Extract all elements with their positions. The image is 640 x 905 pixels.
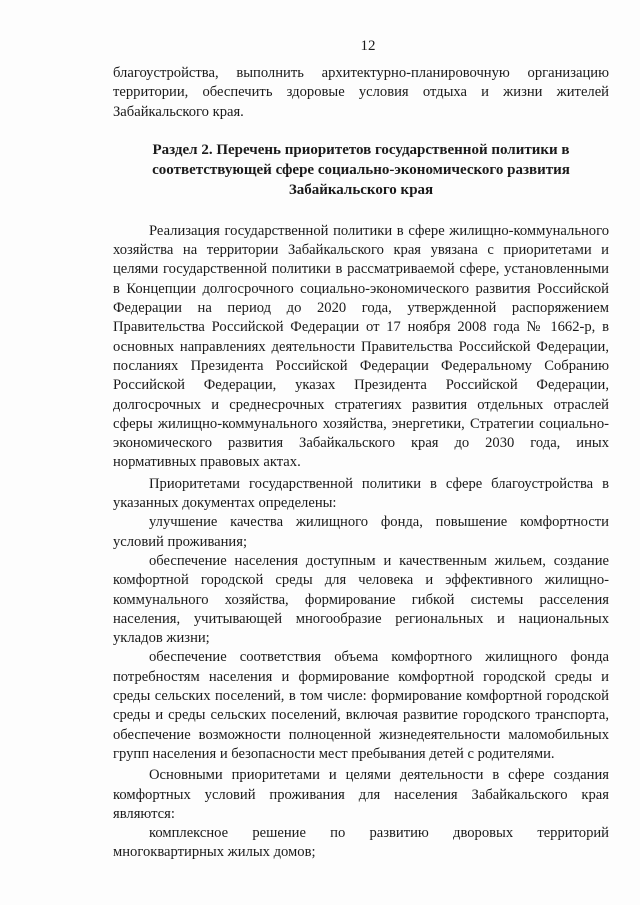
body-paragraph: Основными приоритетами и целями деятельности в сфере создания комфортных условий проживания для населения Забайкальского края являются: [113,767,609,822]
document-body [113,64,609,863]
intro-paragraph: благоустройства, выполнить архитектурно-планировочную организацию территории, обеспечить здоровые условия отдыха и жизни жителей Забайкальского края. [113,65,609,120]
page-number: 12 [360,38,376,54]
list-item: комплексное решение по развитию дворовых территорий многоквартирных жилых домов; [113,825,609,861]
list-item: улучшение качества жилищного фонда, повышение комфортности условий проживания; [113,514,609,550]
list-item: обеспечение населения доступным и качественным жильем, создание комфортной городской среды для человека и эффективного жилищно-коммунального хозяйства, формирование гибкой системы расселения населения, учитывающей многообразие региональных и национальных укладов жизни; [113,552,609,647]
list-item: обеспечение соответствия объема комфортного жилищного фонда потребностям населения и формирование комфортной городской среды и среды сельских поселений, в том числе: формирование комфортной городской среды и среды сельских поселений, включая развитие городского транспорта, обеспечение возможности полноценной жизнедеятельности маломобильных групп населения и безопасности мест пребывания детей с родителями. [113,649,609,762]
body-paragraph: Приоритетами государственной политики в сфере благоустройства в указанных документах определены: [113,475,609,512]
body-paragraph: Реализация государственной политики в сфере жилищно-коммунального хозяйства на территории Забайкальского края увязана с приоритетами и целями государственной политики в рассматриваемой сфере, установленными в Концепции долгосрочного социально-экономического развития Российской Федерации на период до 2020 года, утвержденной распоряжением Правительства Российской Федерации от 17 ноября 2008 года № 1662-р, в основных направлениях деятельности Правительства Российской Федерации, посланиях Президента Российской Федерации Федеральному Собранию Российской Федерации, указах Президента Российской Федерации, долгосрочных и среднесрочных стратегиях развития отдельных отраслей сферы жилищно-коммунального хозяйства, энергетики, Стратегии социально-экономического развития Забайкальского края до 2030 года, иных нормативных правовых актах. [113,222,609,471]
section-heading: Раздел 2. Перечень приоритетов государственной политики в соответствующей сфере социально-экономического развития Забайкальского края [152,141,570,198]
